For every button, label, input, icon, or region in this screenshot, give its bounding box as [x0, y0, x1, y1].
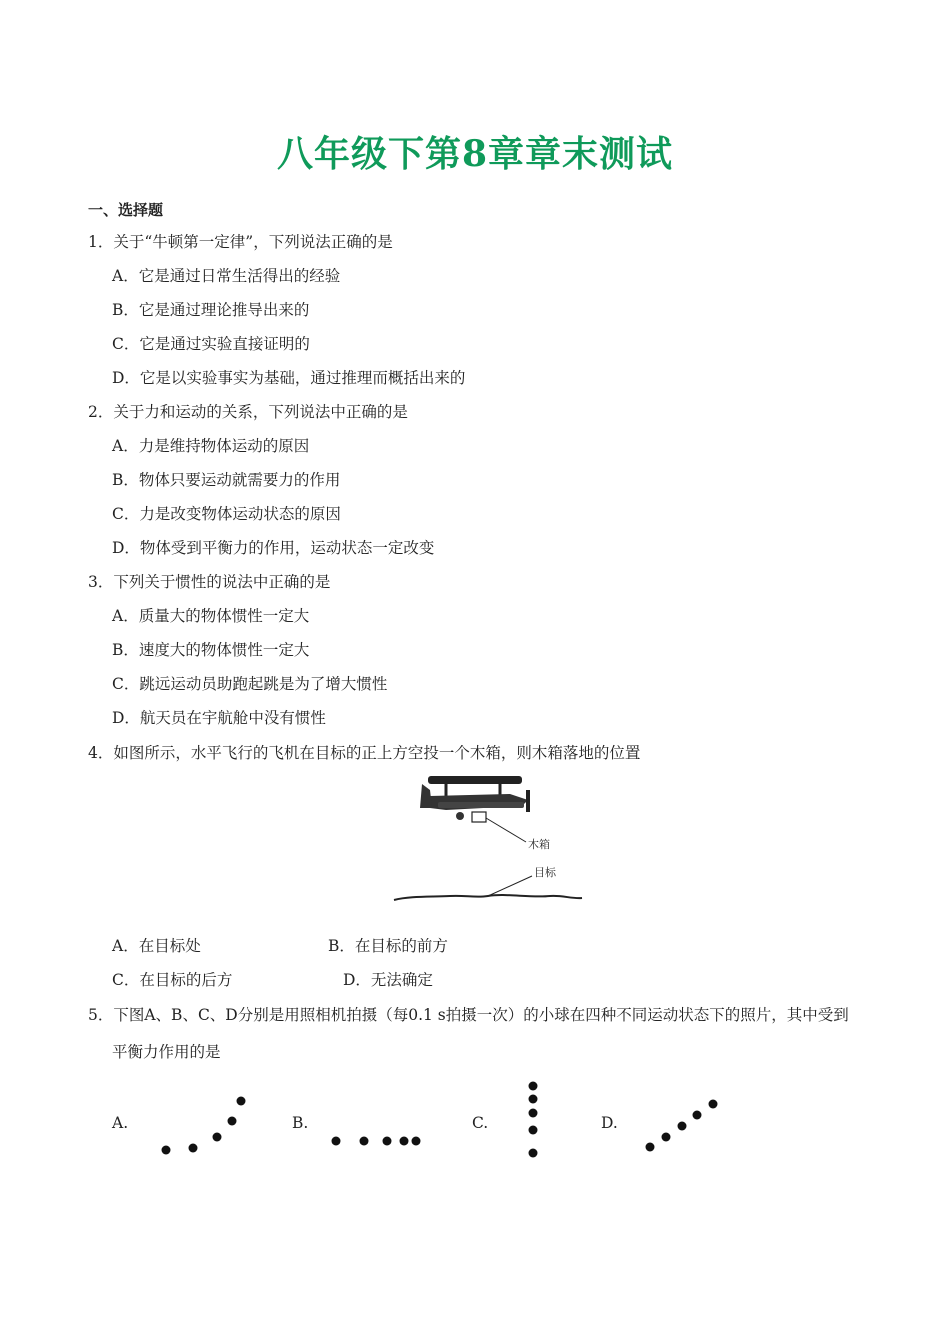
- question-4-option-b: B．在目标的前方: [328, 937, 448, 955]
- question-5-option-b: B.: [292, 1114, 309, 1132]
- question-3-option-a: A．质量大的物体惯性一定大: [112, 607, 310, 625]
- question-3-option-c: C．跳远运动员助跑起跳是为了增大惯性: [112, 675, 388, 693]
- ball-sequence-c: [529, 1082, 538, 1158]
- airplane-figure: [390, 772, 590, 910]
- question-4-option-a: A．在目标处: [112, 937, 201, 955]
- ball-photos-figure: [150, 1075, 750, 1169]
- ball-sequence-b: [332, 1137, 421, 1146]
- question-2-option-a: A．力是维持物体运动的原因: [112, 437, 310, 455]
- ball-sequence-d: [646, 1100, 718, 1152]
- question-1-stem: 1．关于“牛顿第一定律”，下列说法正确的是: [88, 233, 393, 251]
- section-heading: 一、选择题: [88, 201, 164, 219]
- question-2-stem: 2．关于力和运动的关系，下列说法中正确的是: [88, 403, 408, 421]
- question-4-option-d: D．无法确定: [343, 971, 433, 989]
- question-5-option-a: A.: [112, 1114, 129, 1132]
- question-1-option-c: C．它是通过实验直接证明的: [112, 335, 310, 353]
- question-2-option-b: B．物体只要运动就需要力的作用: [112, 471, 341, 489]
- question-5-stem-cont: 平衡力作用的是: [112, 1043, 221, 1061]
- airplane-upper-wing: [428, 776, 522, 784]
- wooden-box: [472, 812, 486, 822]
- ground-line: [394, 895, 582, 900]
- question-4-option-c: C．在目标的后方: [112, 971, 233, 989]
- question-5-option-c: C.: [472, 1114, 489, 1132]
- question-1-option-d: D．它是以实验事实为基础，通过推理而概括出来的: [112, 369, 466, 387]
- page-title: 八年级下第8章章末测试: [276, 133, 674, 175]
- question-3-option-d: D．航天员在宇航舱中没有惯性: [112, 709, 326, 727]
- ball-sequence-a: [162, 1097, 246, 1155]
- question-3-option-b: B．速度大的物体惯性一定大: [112, 641, 310, 659]
- question-1-option-b: B．它是通过理论推导出来的: [112, 301, 310, 319]
- question-4-stem: 4．如图所示，水平飞行的飞机在目标的正上方空投一个木箱，则木箱落地的位置: [88, 744, 641, 762]
- box-label: 木箱: [528, 838, 550, 851]
- question-2-option-d: D．物体受到平衡力的作用，运动状态一定改变: [112, 539, 435, 557]
- question-5-stem: 5．下图A、B、C、D分别是用照相机拍摄（每0.1 s拍摄一次）的小球在四种不同运动状态下的照片，其中受到: [88, 1006, 849, 1024]
- question-5-option-d: D.: [601, 1114, 618, 1132]
- question-3-stem: 3．下列关于惯性的说法中正确的是: [88, 573, 331, 591]
- target-label: 目标: [534, 866, 556, 879]
- question-2-option-c: C．力是改变物体运动状态的原因: [112, 505, 341, 523]
- question-1-option-a: A．它是通过日常生活得出的经验: [112, 267, 341, 285]
